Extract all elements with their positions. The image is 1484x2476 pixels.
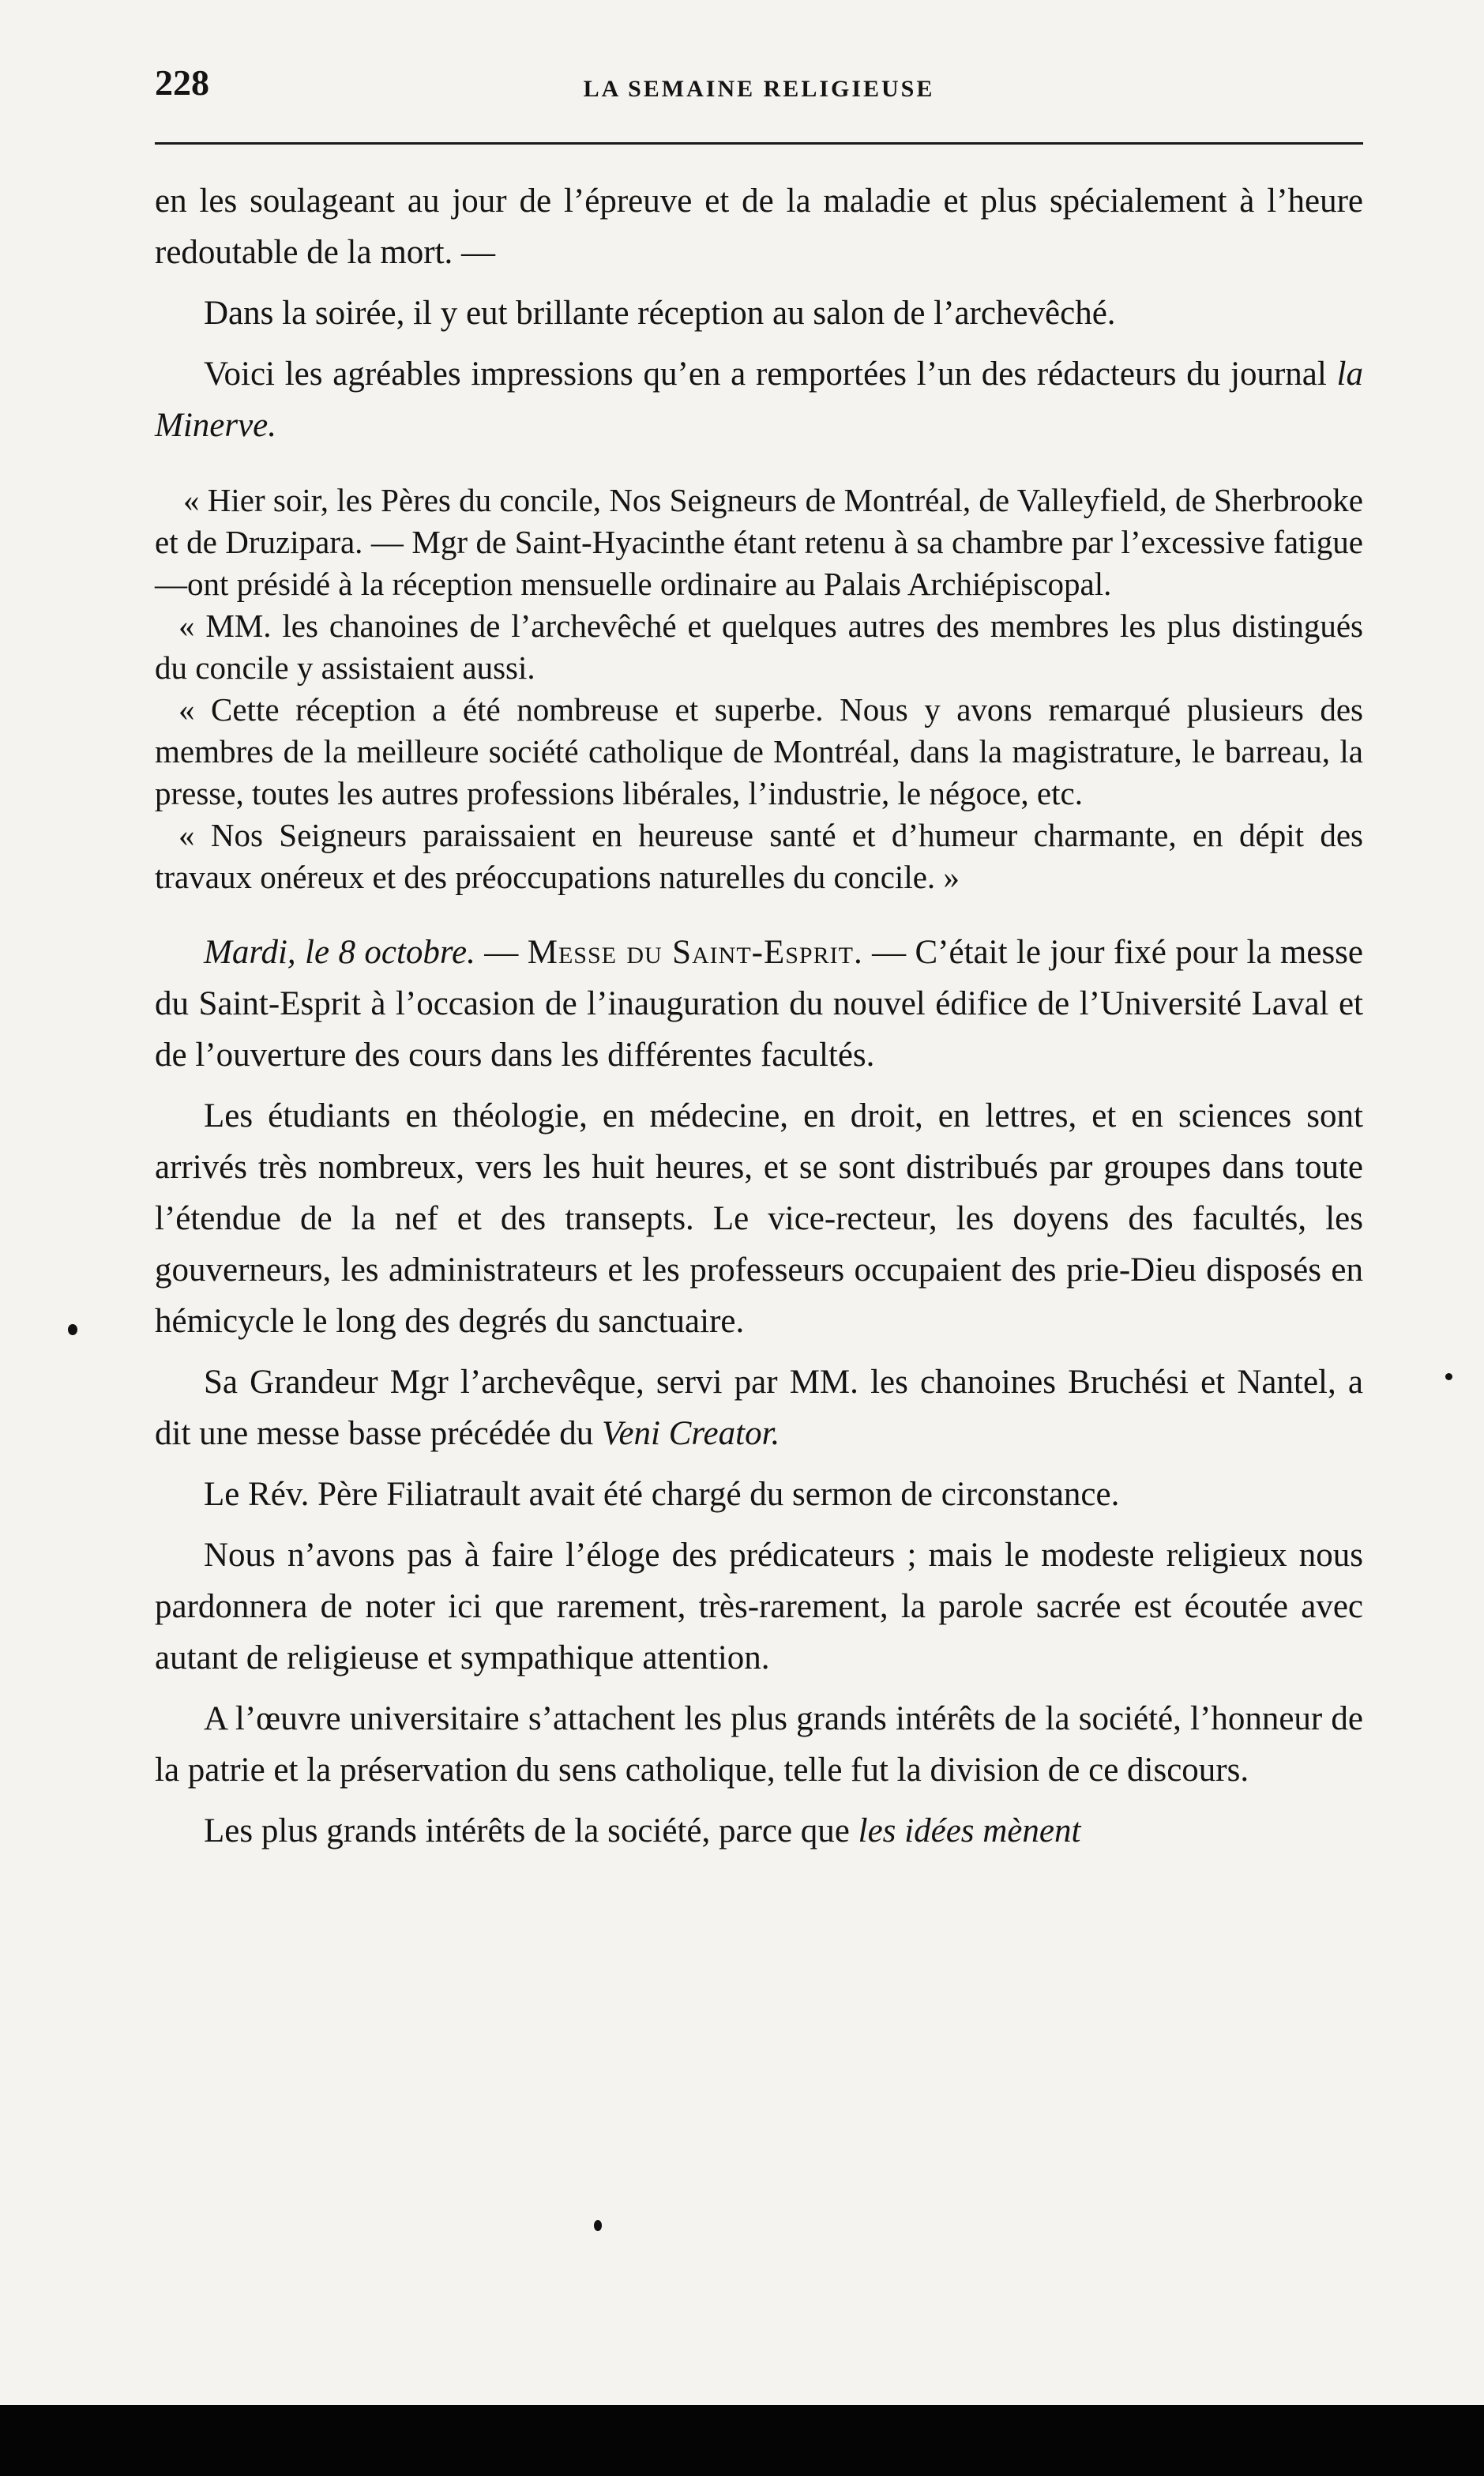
- paragraph-archbishop: [155, 1357, 1363, 1459]
- section-heading: Messe du Saint-Esprit.: [527, 934, 863, 971]
- running-title: LA SEMAINE RELIGIEUSE: [583, 76, 935, 102]
- paragraph-archbishop-text: Sa Grandeur Mgr l’archevêque, servi par MM. les chanoines Bruchési et Nantel, a dit une messe basse précédée du: [155, 1364, 1363, 1452]
- article-body: [155, 175, 1363, 1857]
- paragraph-university: A l’œuvre universitaire s’attachent les plus grands intérêts de la société, l’honneur de la patrie et la préservation du sens catholique, telle fut la division de ce discours.: [155, 1700, 1363, 1789]
- paragraph-students: Les étudiants en théologie, en médecine, en droit, en lettres, et en sciences sont arrivés très nombreux, vers les huit heures, et se sont distribués par groupes dans toute l’étendue de la nef et des transepts. Le vice-recteur, les doyens des facultés, les gouverneurs, les administrateurs et les professeurs occupaient des prie-Dieu disposés en hémicycle le long des degrés du sanctuaire.: [155, 1097, 1363, 1340]
- newspaper-quote: [155, 480, 1363, 898]
- main-section: [155, 927, 1363, 1857]
- date-heading: Mardi, le 8 octobre.: [204, 934, 475, 971]
- quote-paragraph: « MM. les chanoines de l’archevêché et quelques autres des membres les plus distingués du concile y assistaient aussi.: [155, 608, 1363, 686]
- paragraph-sermon: Le Rév. Père Filiatrault avait été chargé du sermon de circonstance.: [204, 1476, 1120, 1513]
- paragraph-interests: [155, 1805, 1363, 1857]
- paragraph-mass: [155, 927, 1363, 1081]
- paragraph-preachers: Nous n’avons pas à faire l’éloge des prédicateurs ; mais le modeste religieux nous pardonnera de noter ici que rarement, très-rarement, la parole sacrée est écoutée avec autant de religieuse et sympathique attention.: [155, 1537, 1363, 1676]
- quote-paragraph: « Cette réception a été nombreuse et superbe. Nous y avons remarqué plusieurs des membres de la meilleure société catholique de Montréal, dans la magistrature, le barreau, la presse, toutes les autres professions libérales, l’industrie, le négoce, etc.: [155, 691, 1363, 811]
- ink-speck: [594, 2220, 602, 2231]
- ink-speck: [68, 1324, 77, 1335]
- dash: —: [475, 934, 528, 971]
- scan-edge-band: [0, 2405, 1484, 2476]
- journal-title: la Minerve.: [155, 356, 1363, 444]
- page-number: 228: [155, 62, 209, 103]
- page-header: [155, 62, 1363, 117]
- paragraph-minerve: [155, 348, 1363, 451]
- paragraph-minerve-text: Voici les agréables impressions qu’en a remportées l’un des rédacteurs du journal: [204, 356, 1337, 393]
- paragraph-mass-text: — C’était le jour fixé pour la messe du Saint-Esprit à l’occasion de l’inauguration du nouvel édifice de l’Université Laval et de l’ouverture des cours dans les différentes facultés.: [155, 934, 1364, 1074]
- quote-paragraph: « Nos Seigneurs paraissaient en heureuse santé et d’humeur charmante, en dépit des travaux onéreux et des préoccupations naturelles du concile. »: [155, 817, 1363, 895]
- opening-section: [155, 175, 1363, 451]
- ink-speck: [1445, 1373, 1452, 1380]
- paragraph-continuation: en les soulageant au jour de l’épreuve et de la maladie et plus spécialement à l’heure redoutable de la mort. —: [155, 183, 1363, 271]
- quote-paragraph: « Hier soir, les Pères du concile, Nos Seigneurs de Montréal, de Valleyfield, de Sherbrooke et de Druzipara. — Mgr de Saint-Hyacinthe étant retenu à sa chambre par l’excessive fatigue—ont présidé à la réception mensuelle ordinaire au Palais Archiépiscopal.: [155, 482, 1363, 602]
- hymn-title: Veni Creator.: [601, 1415, 780, 1452]
- paragraph-interests-italic: les idées mènent: [858, 1812, 1081, 1849]
- header-rule: [155, 142, 1363, 145]
- paragraph-reception: Dans la soirée, il y eut brillante réception au salon de l’archevêché.: [204, 295, 1116, 332]
- paragraph-interests-text: Les plus grands intérêts de la société, parce que: [204, 1812, 858, 1849]
